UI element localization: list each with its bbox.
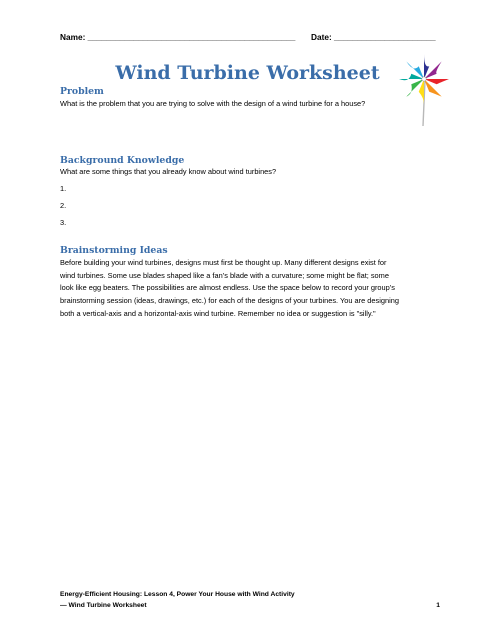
paragraph-line: look like egg beaters. The possibilities are almost endless. Use the space below to record your group’s [60, 283, 395, 293]
page-footer [60, 590, 440, 611]
problem-question: What is the problem that you are trying to solve with the design of a wind turbine for a house? [60, 99, 366, 108]
date-field[interactable]: Date: ______________________ [311, 32, 436, 42]
paragraph-line: Before building your wind turbines, designs must first be thought up. Many different designs exist for [60, 258, 387, 267]
paragraph-line: wind turbines. Some use blades shaped like a fan’s blade with a curvature; some might be flat; some [60, 270, 389, 280]
footer-line: Energy-Efficient Housing: Lesson 4, Power Your House with Wind Activity [60, 591, 295, 598]
background-item: 2. [60, 201, 67, 210]
brainstorming-heading: Brainstorming Ideas [60, 245, 168, 256]
problem-heading: Problem [60, 86, 104, 97]
paragraph-line: both a vertical-axis and a horizontal-axis wind turbine. Remember no idea or suggestion is "silly." [60, 308, 376, 318]
background-item: 3. [60, 218, 67, 227]
footer-line: — Wind Turbine Worksheet [60, 601, 147, 609]
pinwheel-icon [394, 50, 452, 126]
paragraph-line: brainstorming session (ideas, drawings, etc.) for each of the designs of your turbines. You are designing [60, 296, 399, 306]
background-question: What are some things that you already know about wind turbines? [60, 167, 277, 176]
page-number: 1 [436, 601, 440, 609]
worksheet-title: Wind Turbine Worksheet [115, 62, 380, 84]
background-item: 1. [60, 184, 67, 193]
brainstorming-paragraph [60, 257, 440, 321]
name-date-line [60, 32, 440, 42]
name-field[interactable]: Name: _____________________________________________ [60, 32, 296, 42]
background-heading: Background Knowledge [60, 155, 185, 166]
